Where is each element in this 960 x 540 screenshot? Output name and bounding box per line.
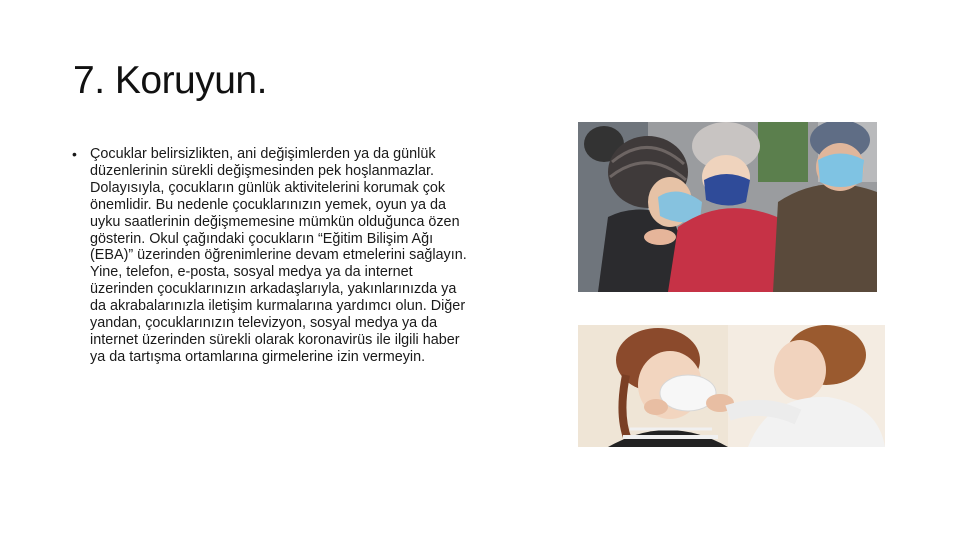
bullet-list: [72, 146, 472, 366]
slide-title: 7. Koruyun.: [73, 59, 267, 102]
child-being-masked-illustration: [578, 325, 885, 447]
photo-child-being-masked: [578, 325, 885, 447]
people-in-masks-illustration: [578, 122, 877, 292]
photo-people-in-masks: [578, 122, 877, 292]
bullet-text: Çocuklar belirsizlikten, ani değişimlerden ya da günlük düzenlerinin sürekli değişmesinden pek hoşlanmazlar. Dolayısıyla, çocukların günlük aktivitelerini korumak çok önemlidir. Bu nedenle çocuklarınızın yemek, oyun ya da uyku saatlerinin değişmemesine mümkün olduğunca özen gösterin. Okul çağındaki çocukların “Eğitim Bilişim Ağı (EBA)” üzerinden öğrenimlerine devam etmelerini sağlayın. Yine, telefon, e-posta, sosyal medya ya da internet üzerinden çocuklarınızın arkadaşlarıyla, yakınlarınızda ya da akrabalarınızla iletişim kurmalarına yardımcı olun. Diğer yandan, çocuklarınızın televizyon, sosyal medya ya da internet üzerinden sürekli olarak koronavirüs ile ilgili haber ya da tartışma ortamlarına girmelerine izin vermeyin.: [90, 146, 467, 365]
bullet-icon: •: [72, 146, 77, 162]
bullet-item: [72, 146, 472, 366]
